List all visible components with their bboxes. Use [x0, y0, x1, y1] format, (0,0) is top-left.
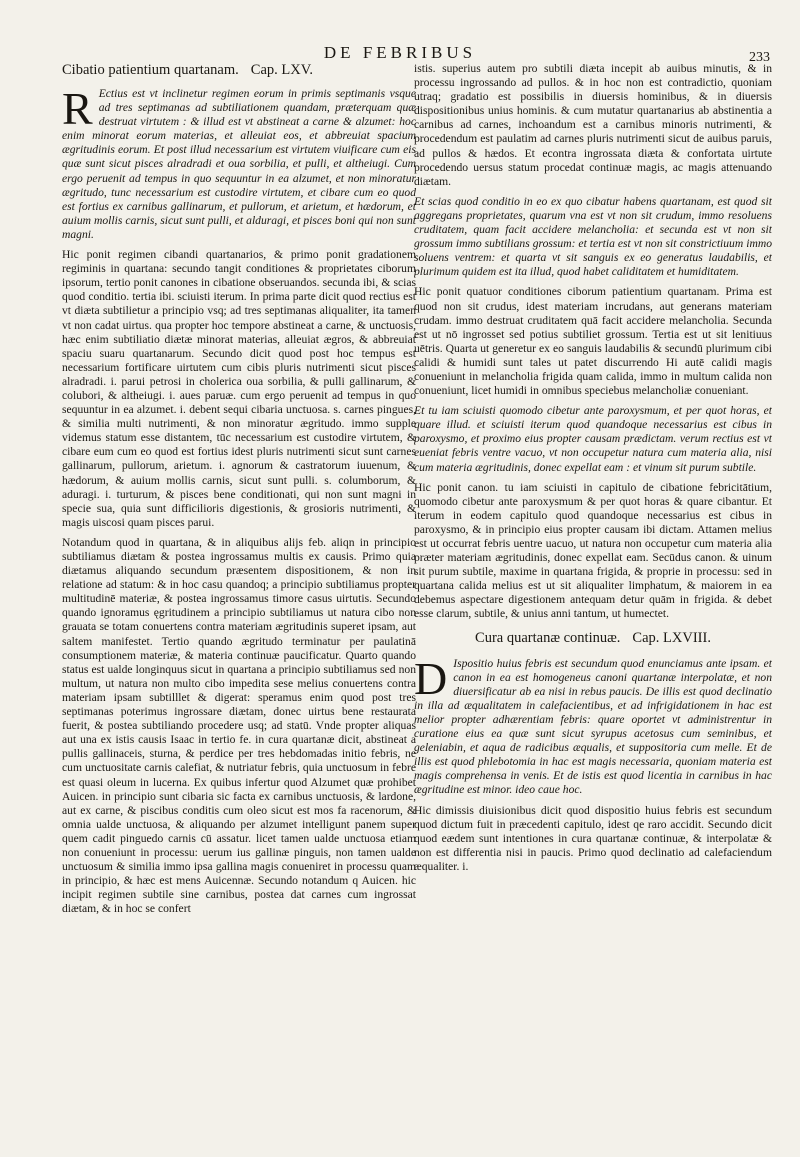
- commentary-paragraph: Hic ponit quatuor conditiones ciborum patientium quartanam. Prima est quod non sit crudus, idest materiam incrudans, aut generans materiam crudam. immo destruat cruditatem quā facit accidere melancholia. Secunda est ut nō ingrosset sed potius subtiliet grossum. Tertia est ut sit lenitiuus uētris. Quarta ut generetur ex eo sanguis laudabilis & secundū plurimum cibi calidi & humidi sunt tales ut patet discurrendo Hi autē calidi magis conueniunt in melancholia frigida quam calida, immo in multum calida non conueniunt, licet humidi in omnibus speciebus melancholiæ conueniant.: [414, 285, 772, 398]
- commentary-paragraph: Hic dimissis diuisionibus dicit quod dispositio huius febris est secundum quod dictum fuit in præcedenti capitulo, idest qe raro accidit. Secundo dicit quod eædem sunt intentiones in cura quartanæ continuæ, & interpolatæ & non est differentia nisi in paucis. Primo quod declinatio ad calefaciendum æqualiter. i.: [414, 803, 772, 873]
- left-column: [62, 62, 416, 922]
- running-title: DE FEBRIBUS: [323, 43, 477, 62]
- right-column: [414, 62, 772, 880]
- drop-cap-d: D: [414, 652, 448, 704]
- chapter-heading-lxv: [62, 62, 416, 79]
- commentary-paragraph: Notandum quod in quartana, & in aliquibus alijs feb. aliqn in principio subtiliamus diætam & postea ingrossamus multis ex causis. Primo quia diætamus aliquando secundum præsentem dispositionem, & non in relatione ad statum: & in hoc casu quandoq; a principio subtiliamus propter multitudinē materiæ, & postea ingrossamus timore casus uirtutis. Secundo quando ignoramus ęgritudinem a principio subtiliamus ut natura cibo non grauata se totam conuertens contra materiam ægritudinis superet ipsam, aut saltem manifestet. Tertio quando ægritudo terminatur per paulatinā consumptionem materiæ, & materia continuæ paucificatur. Quarto quando status est ualde longinquus sicut in quartana a principio subtiliamus sed non multum, ut natura non multo cibo impedita sese melius conuertens contra materiam ipsam subtilllet & digerat: speramus enim quod post tres septimanas poterimus ingrossare diætam, donec uirtus bene restaurata fuerit, & postea subtiliando procedere usq; ad statū. Vnde propter aliquas aut una ex istis causis Isaac in tertio fe. in cura quartanæ dicit, abstineat a pullis gallinaceis, sturna, & perdice per tres hebdomadas initio febris, ne cum unctuositate carnis calefiat, & nutriatur febris, quia unctuosum in febre est quasi oleum in lucerna. Ex quibus infertur quod Alzumet quæ prohibet Auicen. in principio sunt cibaria sic facta ex carnibus unctuosis, & lardone, aut ex carne, & piscibus conditis cum oleo sicut est mos fa racenorum, & omnia ualde unctuosa, & aliquando per alzumet intelligunt panem super quem cadit pinguedo carnis cū assatur. licet tamen ualde unctuosa etiam non conueniunt in processu: uerum ius gallinæ pinguis, non tamen ualde unctuosum & similia immo ipsa gallina magis conueniret in processu quam in principio, & hæc est mens Auicennæ. Secundo notandum q Auicen. hic incipit regimen subtile sine carnibus, postea dat carnes cum ingrossat diætam, & in hoc se confert: [62, 535, 416, 916]
- avicenna-text: Et tu iam sciuisti quomodo cibetur ante paroxysmum, et per quot horas, et quare illud. et sciuisti iterum quod quandoque necessarius est cibus in paroxysmo, et proximo eius propter causam prædictam. verum rectius est vt eueniat febris ventre vacuo, vt non occupetur natura cum materia alia, nisi cum materia ægritudinis, donec expellat eam : et vinum sit purum subtile.: [414, 404, 772, 474]
- chapter-number: Cap. LXV.: [250, 62, 313, 78]
- avicenna-text: Et scias quod conditio in eo ex quo cibatur habens quartanam, est quod sit aggregans proprietates, quarum vna est vt non sit crudum, immo resoluens cruditatem, quam facit accidere melancholia: et secunda est vt non sit grossum immo subtilians grossum: et tertia est vt non sit constrictiuum immo soluens ventrem: et quarta vt sit sanguis ex eo generatus laudabilis, et plurimum quidem est ita illud, quod habet caliditatem et humiditatem.: [414, 194, 772, 279]
- commentary-paragraph: Hic ponit regimen cibandi quartanarios, & primo ponit gradationem regiminis in quartana: secundo tangit conditiones & proprietates ciborum ipsorum, tertio ponit canones in cibatione obseruandos. secunda ibi, & scias quod conditio. tertia ibi. sciuisti iterum. In prima parte dicit quod rectius est vt diæta subtilietur a principio vsq; ad tres septimanas aliqualiter, ita tamen vt non cadat uirtus. qua propter hoc tempore abstineat a carne, & unctuosis, hæc enim subtiliatio diætæ minorat materias, alleuiat ægros, & abbreuiat spaciu suaru quartanarum. Secundo dicit quod post hoc tempus est necessarium fortificare uirtutem cum cibis pluris nutrimenti sicut pisces alradradi. i. parui petrosi in cholerica oua sorbilia, & pulli gallinarum, & colubori, & altheiugi. i. aues paruæ. cum ergo peruenit ad tempus in quo sequuntur in ea alzumet. i. debent sequi cibaria unctuosa. s. carnes pingues, & similia multi nutrimenti, & non minoratur ægritudo. immo supple videmus statum esse distantem, tūc necessarium est custodire virtutem, & cibare eum cum eo quod est fortius idest pluris nutrimenti sicut sunt carnes gallinarum, pullorum, arietum. i. agnorum & castratorum iuuenum, & hædorum, & auium mollis carnis, sicut sunt pulli. s. columborum, & aduragi. i. turturum, & pisces bene conditionati, qui non sunt magni in specie sua, quia sunt difficilioris digestionis, & grosioris nutrimenti, & magis uiscosi quam pisces parui.: [62, 248, 416, 529]
- commentary-paragraph: Hic ponit canon. tu iam sciuisti in capitulo de cibatione febricitātium, quomodo cibetur ante paroxysmum & per quot horas & quare cibantur. Et iterum in eodem capitulo quod quandoque necessarius est cibus in paroxysmo, & in principio eius propter causam ibi dictam. Attamen melius est ut occurrat febris uentre uacuo, ut natura non occupetur cum materia alia præter materiam ægritudinis, donec expellat eam. Secūdus canon. & uinum sit purum subtile, maxime in quartana frigida, & proprie in processu: sed in quartana calida melius est ut sit aliqualiter limphatum, & maiorem in ea debemus aspectare digestionem antequam detur quām in frigida. & debet esse clarum, subtile, & unius anni tantum, ut humectet.: [414, 480, 772, 621]
- commentary-continuation: istis. superius autem pro subtili diæta incepit ab auibus minutis, & in processu ingrossando ad pullos. & in hoc non est contradictio, quoniam utraq; gradatio est possibilis in diuersis hominibus, & in diuersis dispositionibus unius hominis. & cum mutatur quartanarius ab abstinentia a carnibus ad carnes, inchoandum est a carnibus minoris nutrimenti, & procedendum est paulatim ad carnes pluris nutrimenti sicut de auibus paruis, ad pullos & hædos. Et econtra ingrossata diæta & confortata uirtute procedendo uersus statum procedat continuæ magis, ac magis attenuando diætam.: [414, 62, 772, 188]
- chapter-heading-lxviii: [414, 630, 772, 647]
- chapter-title: Cura quartanæ continuæ.: [475, 629, 621, 646]
- avicenna-text: Ectius est vt inclinetur regimen eorum in primis septimanis vsque ad tres septimanas ad subtiliationem quandam, præterquam quæ destruat virtutem : & illud est vt abstineat a carne & alzumet: hoc enim minorat eorum materias, et alleuiat eos, et abbreuiat spacium ægritudinis eorum. Et post illud necessarium est virtutem viuificare cum eis quæ sunt sicut pisces alradradi et oua sorbilia, et pulli, et altheiugi. Cum ergo peruenit ad tempus in quo sequuntur in ea alzumet, et non minoratur ægritudo, tunc necessarium est custodire virtutem, et cibare cum eo quod est fortius ex carnibus gallinarum, et pullorum, et arietum, et hædorum, et auium mollis carnis, sicut sunt pulli, et alduragi, et pisces boni qui non sunt magni.: [62, 87, 416, 241]
- avicenna-text-block: [62, 83, 416, 242]
- avicenna-text: Ispositio huius febris est secundum quod enunciamus ante ipsam. et canon in ea est homogeneus canoni quartanæ interpolatæ, et non diuersificatur ab ea nisi in rebus paucis. De illis est quod declinatio in illa ad æqualitatem in calefacientibus, et ad infrigidationem in hac est melior propter adhærentiam febris: quare oportet vt administrentur in curatione eius ea quæ sunt sicut syrupus acetosus cum seminibus, et geleniabin, et aqua de radicibus æqualis, et suppositoria cum melle. Et de illis est quod phlebotomia in hac est magis necessaria, quoniam materia est magis comprehensa in venis. Et de istis est quod licentia in carnibus in hac ægritudine est minor. ideo caue hoc.: [414, 656, 772, 797]
- chapter-number: Cap. LXVIII.: [632, 629, 711, 646]
- page-number: 233: [749, 50, 770, 65]
- drop-cap-r: R: [62, 83, 93, 134]
- avicenna-text-block: [414, 652, 772, 798]
- chapter-title: Cibatio patientium quartanam.: [62, 62, 239, 78]
